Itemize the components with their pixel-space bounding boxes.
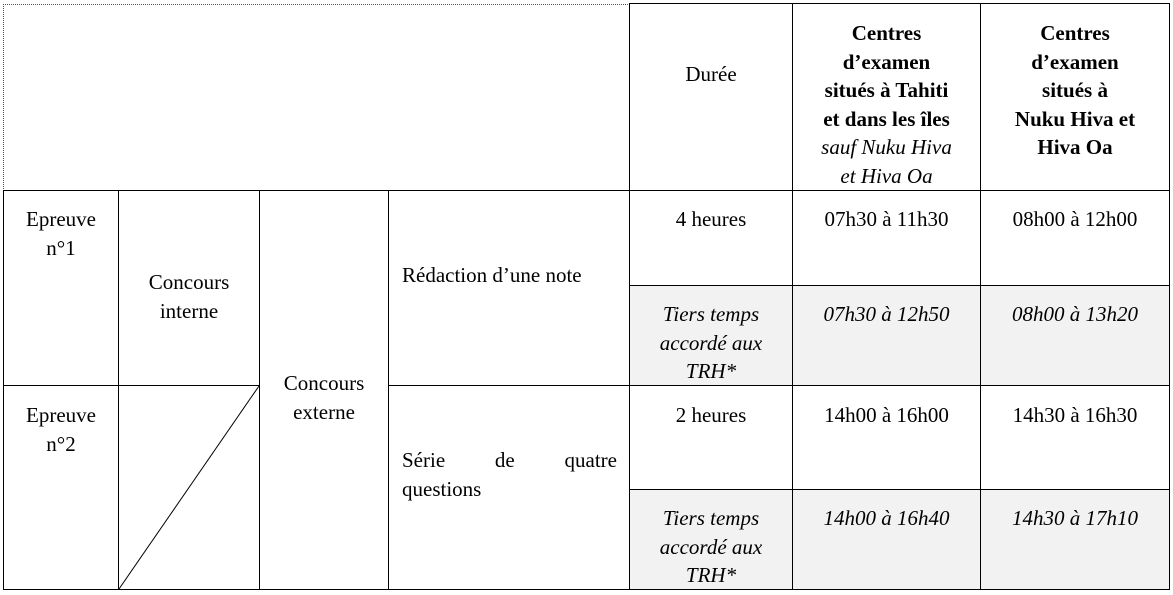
epreuve-1-horaire-tahiti: 07h30 à 11h30 <box>824 207 949 231</box>
epreuve-2-tiers-tahiti: 14h00 à 16h40 <box>823 506 950 530</box>
epreuve-2-duree: 2 heures <box>675 403 747 427</box>
empty-header-cell <box>3 4 630 191</box>
epreuve-2-horaire-tahiti: 14h00 à 16h00 <box>824 403 949 427</box>
epreuve-2-label: Epreuve n°2 <box>26 403 96 456</box>
header-duree: Durée <box>685 62 737 86</box>
epreuve-1-horaire-nuku: 08h00 à 12h00 <box>1012 207 1138 231</box>
epreuve-2-tiers-nuku: 14h30 à 17h10 <box>1012 506 1138 530</box>
concours-externe: Concours externe <box>283 371 365 424</box>
header-centres-nuku-hiva: Centres d’examen situés à Nuku Hiva et Hiva Oa <box>1014 21 1136 159</box>
diagonal-strike <box>119 386 260 590</box>
epreuve-2-horaire-nuku: 14h30 à 16h30 <box>1012 403 1138 427</box>
concours-interne: Concours interne <box>148 270 230 323</box>
epreuve-1-tiers-nuku: 08h00 à 13h20 <box>1012 302 1138 326</box>
epreuve-1-label: Epreuve n°1 <box>26 207 96 260</box>
epreuve-1-tiers-temps: Tiers temps accordé aux TRH* <box>659 302 763 383</box>
epreuve-2-tiers-temps: Tiers temps accordé aux TRH* <box>659 506 763 587</box>
epreuve-1-duree: 4 heures <box>675 207 747 231</box>
epreuve-1-tiers-tahiti: 07h30 à 12h50 <box>823 302 950 326</box>
epreuve-1-subject: Rédaction d’une note <box>402 263 582 287</box>
header-centres-tahiti: Centres d’examen situés à Tahiti et dans les îles sauf Nuku Hiva et Hiva Oa <box>821 21 952 188</box>
epreuve-2-subject: Série de quatre questions <box>402 448 617 501</box>
